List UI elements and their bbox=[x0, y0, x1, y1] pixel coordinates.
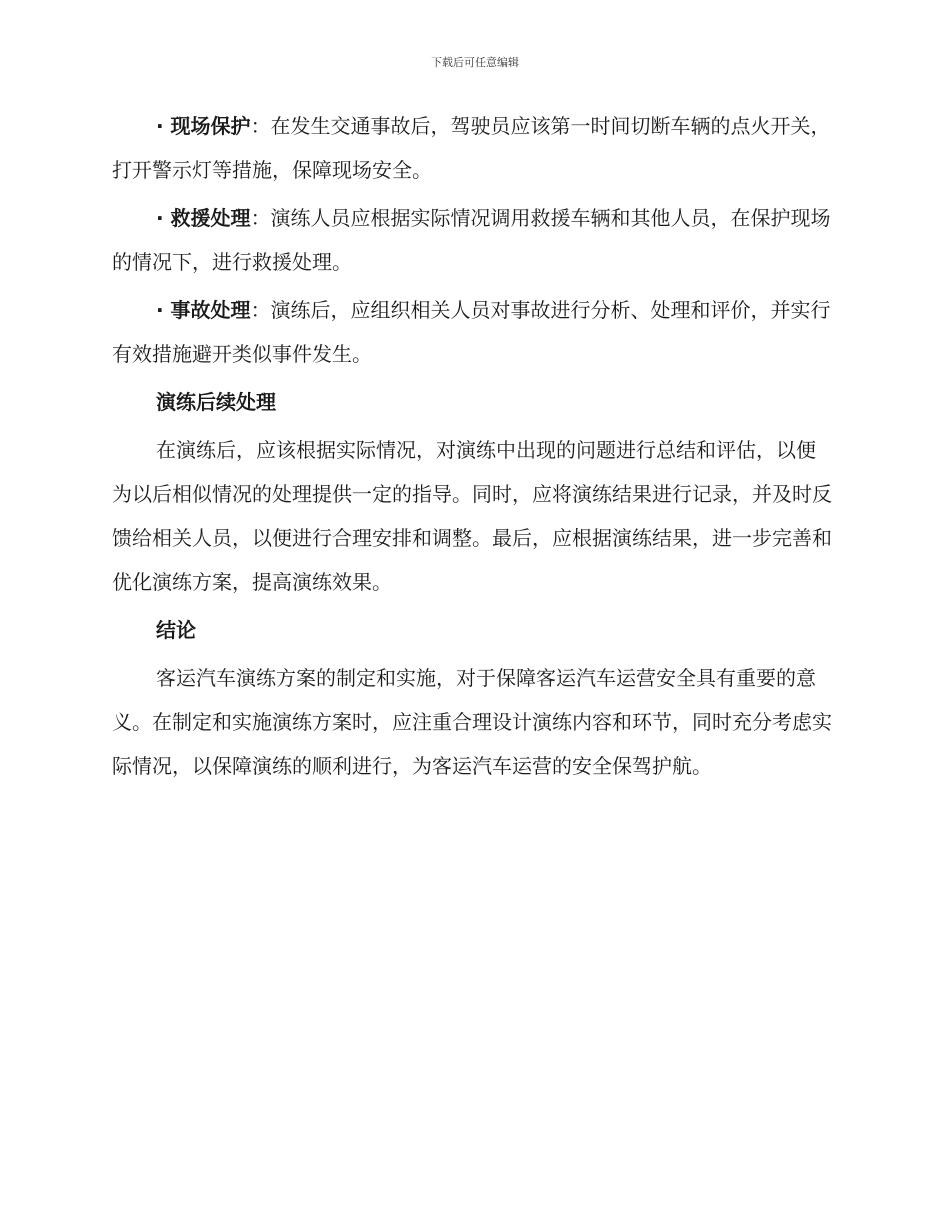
list-item-scene-protection bbox=[112, 104, 832, 192]
list-item-term: · 现场保护 bbox=[156, 114, 251, 138]
document-body bbox=[112, 104, 832, 792]
list-item-text: ：在发生交通事故后，驾驶员应该第一时间切断车辆的点火开关，打开警示灯等措施，保障现场安全。 bbox=[112, 114, 831, 182]
section-heading-conclusion: 结论 bbox=[156, 618, 196, 642]
list-item-term: · 救援处理 bbox=[156, 206, 251, 230]
section-heading-followup: 演练后续处理 bbox=[156, 390, 276, 414]
list-item-text: ：演练后，应组织相关人员对事故进行分析、处理和评价，并实行有效措施避开类似事件发生。 bbox=[112, 298, 831, 366]
list-item-text: ：演练人员应根据实际情况调用救援车辆和其他人员，在保护现场的情况下，进行救援处理。 bbox=[112, 206, 831, 274]
section-body-followup: 在演练后，应该根据实际情况，对演练中出现的问题进行总结和评估，以便为以后相似情况的处理提供一定的指导。同时，应将演练结果进行记录，并及时反馈给相关人员，以便进行合理安排和调整。最后，应根据演练结果，进一步完善和优化演练方案，提高演练效果。 bbox=[112, 438, 832, 594]
page-header: 下载后可任意编辑 bbox=[431, 56, 519, 69]
list-item-accident-handling bbox=[112, 288, 832, 376]
section-body-conclusion: 客运汽车演练方案的制定和实施，对于保障客运汽车运营安全具有重要的意义。在制定和实施演练方案时，应注重合理设计演练内容和环节，同时充分考虑实际情况，以保障演练的顺利进行，为客运汽车运营的安全保驾护航。 bbox=[112, 666, 832, 778]
list-item-rescue bbox=[112, 196, 832, 284]
list-item-term: · 事故处理 bbox=[156, 298, 251, 322]
